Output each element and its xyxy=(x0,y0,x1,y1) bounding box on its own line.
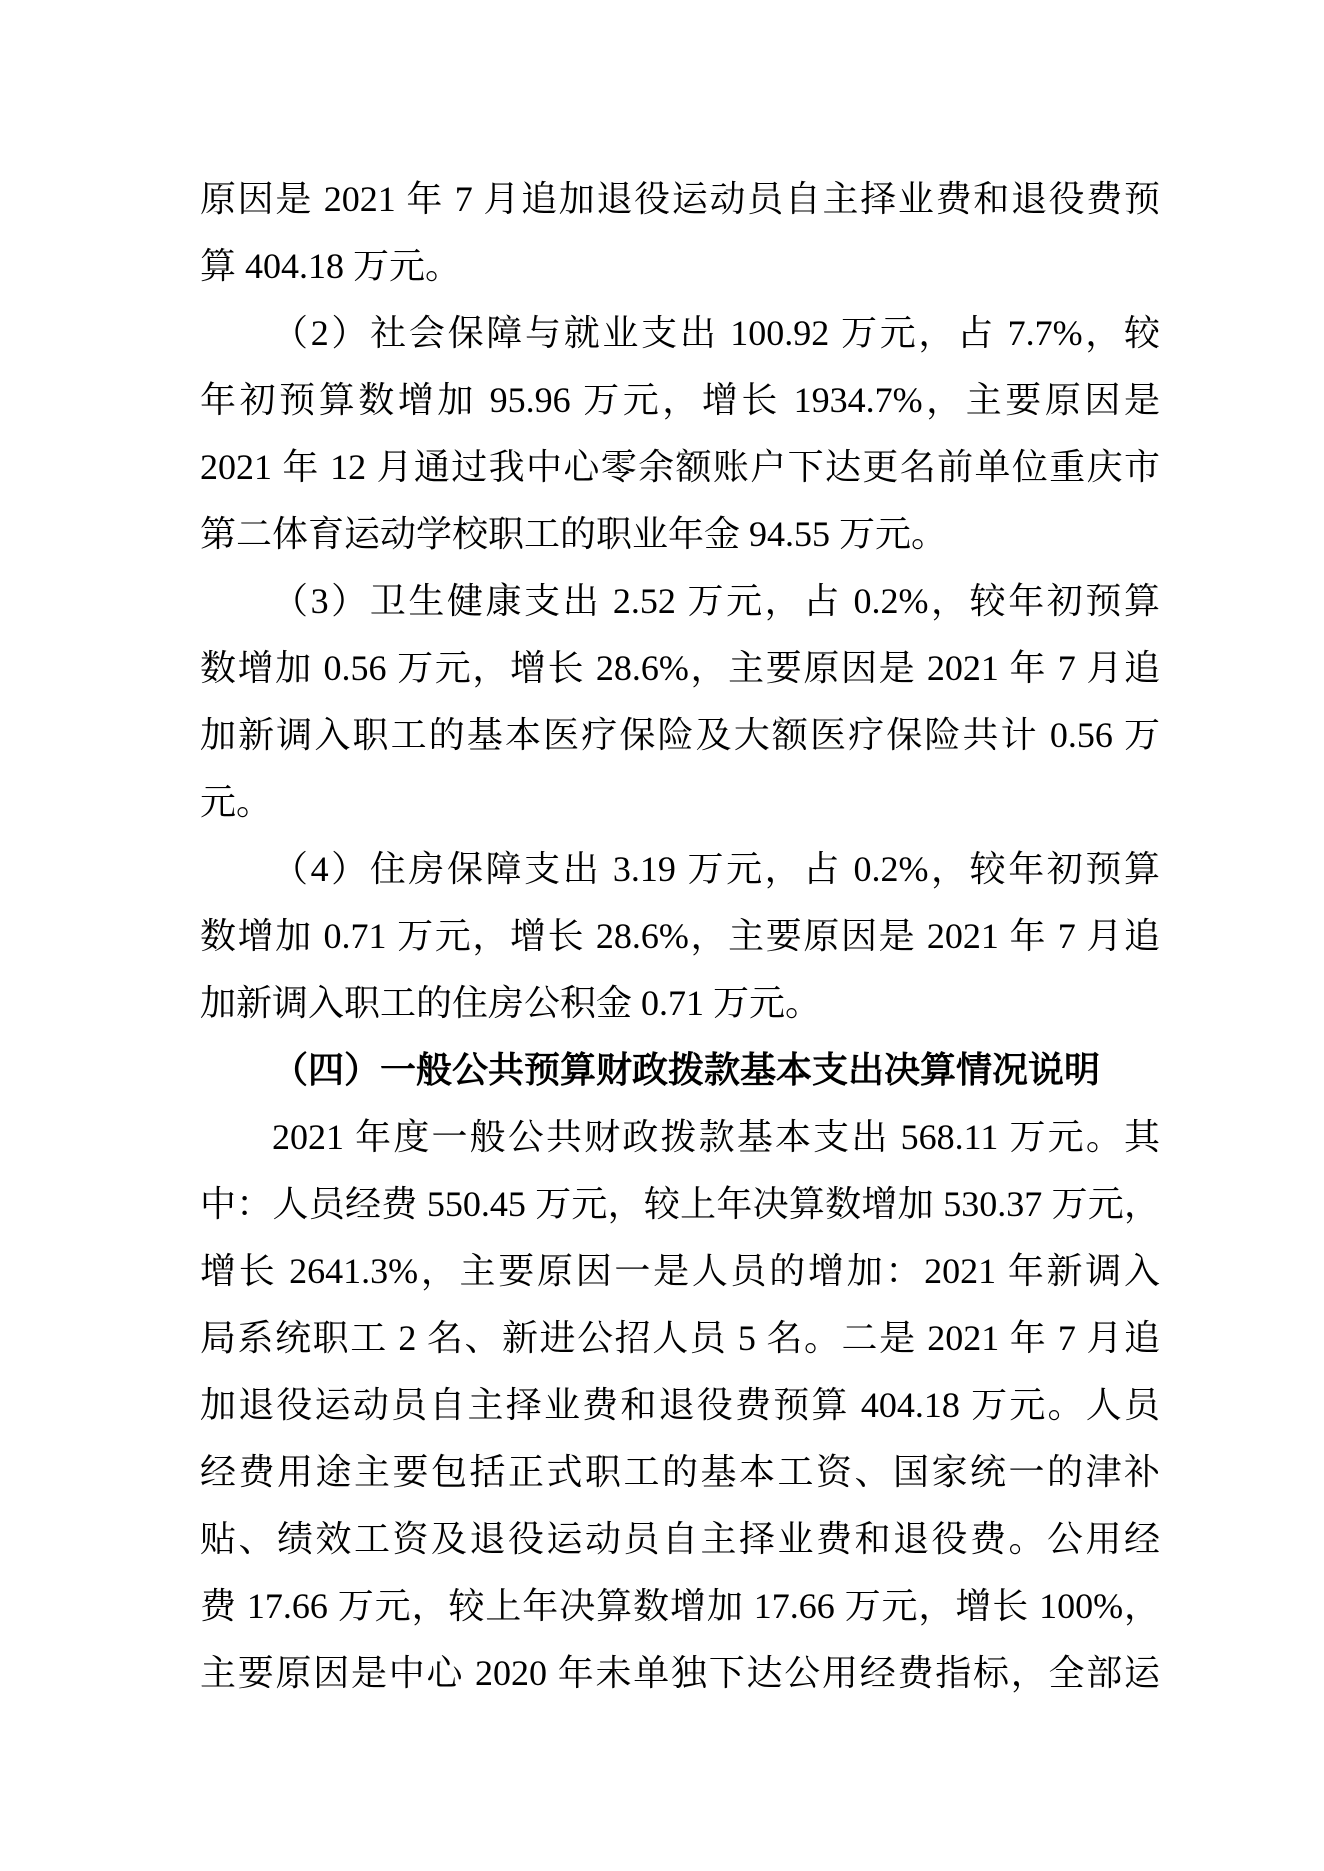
body-line: 年初预算数增加 95.96 万元，增长 1934.7%，主要原因是 xyxy=(200,380,1160,420)
body-line: 增长 2641.3%，主要原因一是人员的增加：2021 年新调入 xyxy=(200,1251,1160,1291)
body-line-item-3: （3）卫生健康支出 2.52 万元，占 0.2%，较年初预算 xyxy=(272,581,1160,621)
body-line: 贴、绩效工资及退役运动员自主择业费和退役费。公用经 xyxy=(200,1519,1160,1559)
body-line: 第二体育运动学校职工的职业年金 94.55 万元。 xyxy=(200,514,948,554)
body-line: 2021 年度一般公共财政拨款基本支出 568.11 万元。其 xyxy=(272,1117,1160,1157)
body-line: 局系统职工 2 名、新进公招人员 5 名。二是 2021 年 7 月追 xyxy=(200,1318,1160,1358)
body-line: 费 17.66 万元，较上年决算数增加 17.66 万元，增长 100%， xyxy=(200,1586,1160,1626)
body-line-item-2: （2）社会保障与就业支出 100.92 万元，占 7.7%，较 xyxy=(272,313,1160,353)
body-line: 数增加 0.71 万元，增长 28.6%，主要原因是 2021 年 7 月追 xyxy=(200,916,1160,956)
body-line: 加新调入职工的住房公积金 0.71 万元。 xyxy=(200,983,822,1023)
body-line: 加退役运动员自主择业费和退役费预算 404.18 万元。人员 xyxy=(200,1385,1160,1425)
body-line: 主要原因是中心 2020 年未单独下达公用经费指标，全部运 xyxy=(200,1653,1160,1693)
body-line: 经费用途主要包括正式职工的基本工资、国家统一的津补 xyxy=(200,1452,1160,1492)
body-line: 原因是 2021 年 7 月追加退役运动员自主择业费和退役费预 xyxy=(200,179,1160,219)
body-line-item-4: （4）住房保障支出 3.19 万元，占 0.2%，较年初预算 xyxy=(272,849,1160,889)
body-line: 数增加 0.56 万元，增长 28.6%，主要原因是 2021 年 7 月追 xyxy=(200,648,1160,688)
body-line: 算 404.18 万元。 xyxy=(200,246,462,286)
body-line: 元。 xyxy=(200,782,273,822)
body-line: 中：人员经费 550.45 万元，较上年决算数增加 530.37 万元， xyxy=(200,1184,1160,1224)
text-block xyxy=(200,166,1160,1707)
section-4-heading: （四）一般公共预算财政拨款基本支出决算情况说明 xyxy=(272,1050,1101,1090)
body-line: 加新调入职工的基本医疗保险及大额医疗保险共计 0.56 万 xyxy=(200,715,1160,755)
body-line: 2021 年 12 月通过我中心零余额账户下达更名前单位重庆市 xyxy=(200,447,1160,487)
